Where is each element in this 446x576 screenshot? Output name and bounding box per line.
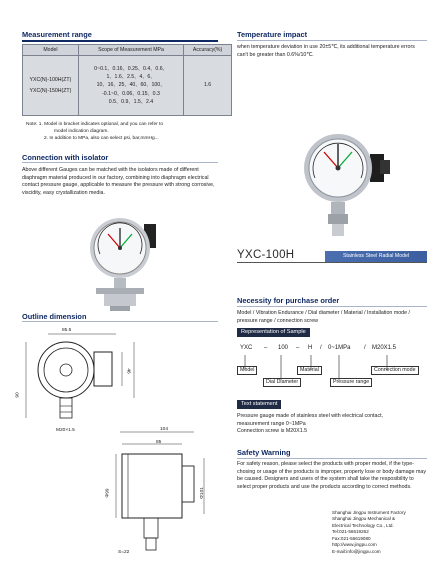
measurement-range-title: Measurement range [22,30,92,39]
part-label: Connection mode [371,366,419,375]
section-underline [22,321,218,322]
part-label-model [237,366,257,375]
section-underline [22,40,218,42]
scope-line: 0.5、0.9、1.5、2.4 [108,98,154,105]
dim-label: 90 [15,392,21,398]
section-underline [237,458,427,459]
isolator-title: Connection with isolator [22,153,109,162]
text-statement-body [237,413,427,436]
footer-line: Tel:021-56619262 [332,529,369,535]
part-label-material [297,366,322,375]
footer-line: Fax:021-56619080 [332,535,371,541]
scope-line: -0.1~0、0.06、0.15、0.3 [102,90,160,97]
temperature-title: Temperature impact [237,30,308,39]
sample-part: 0~1MPa [328,345,351,351]
side-view-drawing [105,428,214,554]
company-footer [332,510,428,555]
safety-title: Safety Warning [237,448,291,457]
scope-line: 1、1.6、2.5、4、6、 [106,74,156,81]
purchase-order-subtitle: Model / Vibration Endurance / Dial diameter / Material / Installation mode / pressure range / connection screw [237,310,411,324]
model-name: YXC(N)-150H(ZT) [29,87,72,94]
footer-line: Shanghai Jingpu Instrument Factory [332,510,406,515]
sample-part: H [308,345,313,351]
footer-line: E-mail:info@jingpu.com [332,548,381,554]
statement-line: Pressure gauge made of stainless steel with electrical contact, [237,413,384,419]
diaphragm-gauge-image [86,210,166,312]
product-gauge-image [296,126,408,238]
dim-label: S=22 [118,550,130,555]
dim-label: Φ101 [199,487,205,499]
outline-title: Outline dimension [22,312,87,321]
sample-part: 100 [278,345,289,351]
section-underline [237,40,427,41]
spec-table [22,44,232,116]
footer-line: http://www.jingpu.com [332,542,377,548]
col-accuracy-header: Accuracy(%) [184,45,232,56]
statement-line: Connection screw is M20X1.5 [237,428,308,435]
purchase-order-title: Necessity for purchase order [237,296,340,305]
isolator-text: Above different Gauges can be matched with the isolators made of different diaphragm material produced in our factory, combining into diaphragm electrical contact pressure gauge, applicable to measure the pressure with strong corrosive, viscidity, easy crystallization media. [22,167,215,197]
scope-line: 0~0.1、0.16、0.25、0.4、0.6、 [94,66,168,73]
note-line: 2. In addition to MPa, also can select psi, bar,mmHg... [44,136,159,142]
dim-label: 85 [156,440,162,445]
sample-sep: – [264,345,268,351]
model-banner: Stainless Steel Radial Model [325,251,427,262]
dim-label: 46 [125,368,131,374]
note-line: model indication diagram. [54,129,109,135]
notes [26,121,226,143]
temperature-text: when temperature deviation in use 20±5℃, its additional temperature errors can't be greater than 0.6%/10℃. [237,44,415,58]
sample-part: M20X1.5 [372,345,397,351]
section-underline [22,162,218,163]
part-label-connection [371,366,419,375]
part-label-dial [263,378,301,387]
front-view-drawing [20,326,140,444]
note-line: Note: 1. Model in bracket indicates optional, and you can refer to [26,122,164,127]
scope-cell [78,56,183,116]
model-name-title: YXC-100H [237,249,295,261]
text-statement-label: Text statement [237,400,281,409]
section-underline [237,262,427,263]
col-scope-header: Scope of Measurement MPa [78,45,183,56]
text-statement-wrap [237,400,281,409]
sample-part: YXC [240,345,253,351]
part-label: Pressure range [330,378,372,387]
sample-sep: / [320,345,322,351]
part-label: Material [297,366,322,375]
dim-label: 85.5 [62,328,72,333]
statement-line: measurement range 0~1MPa [237,420,306,427]
part-label: Model [237,366,257,375]
sample-sep: – [296,345,300,351]
footer-line: Electrical Technology Co., Ltd. [332,522,394,528]
scope-line: 10、16、25、40、60、100、 [96,82,166,89]
section-underline [237,306,427,307]
col-model-header: Model [23,45,79,56]
dim-label: M20×1.5 [56,428,75,433]
sample-sep: / [364,345,366,351]
part-label-pressure [330,378,372,387]
dim-label: 104 [160,427,169,432]
safety-text: For safety reason, please select the products with proper model, if the type-chosing or usage of the products is improper, property lose or body damage may be caused. Designers and users of the system shall take the resposibility to select proper products and use the products according to correct methods. [237,461,427,491]
part-label: Dial Diameter [263,378,301,387]
footer-line: Shanghai Jingpu Mechanical & [332,516,396,522]
sample-label: Representation of Sample [237,328,310,337]
sample-label-wrap [237,328,310,337]
dim-label: Φ99 [105,488,111,498]
model-cell [23,56,79,116]
accuracy-cell: 1.6 [184,56,232,116]
spec-table-wrap [22,44,232,116]
model-name: YXC(N)-100H(ZT) [29,77,72,83]
